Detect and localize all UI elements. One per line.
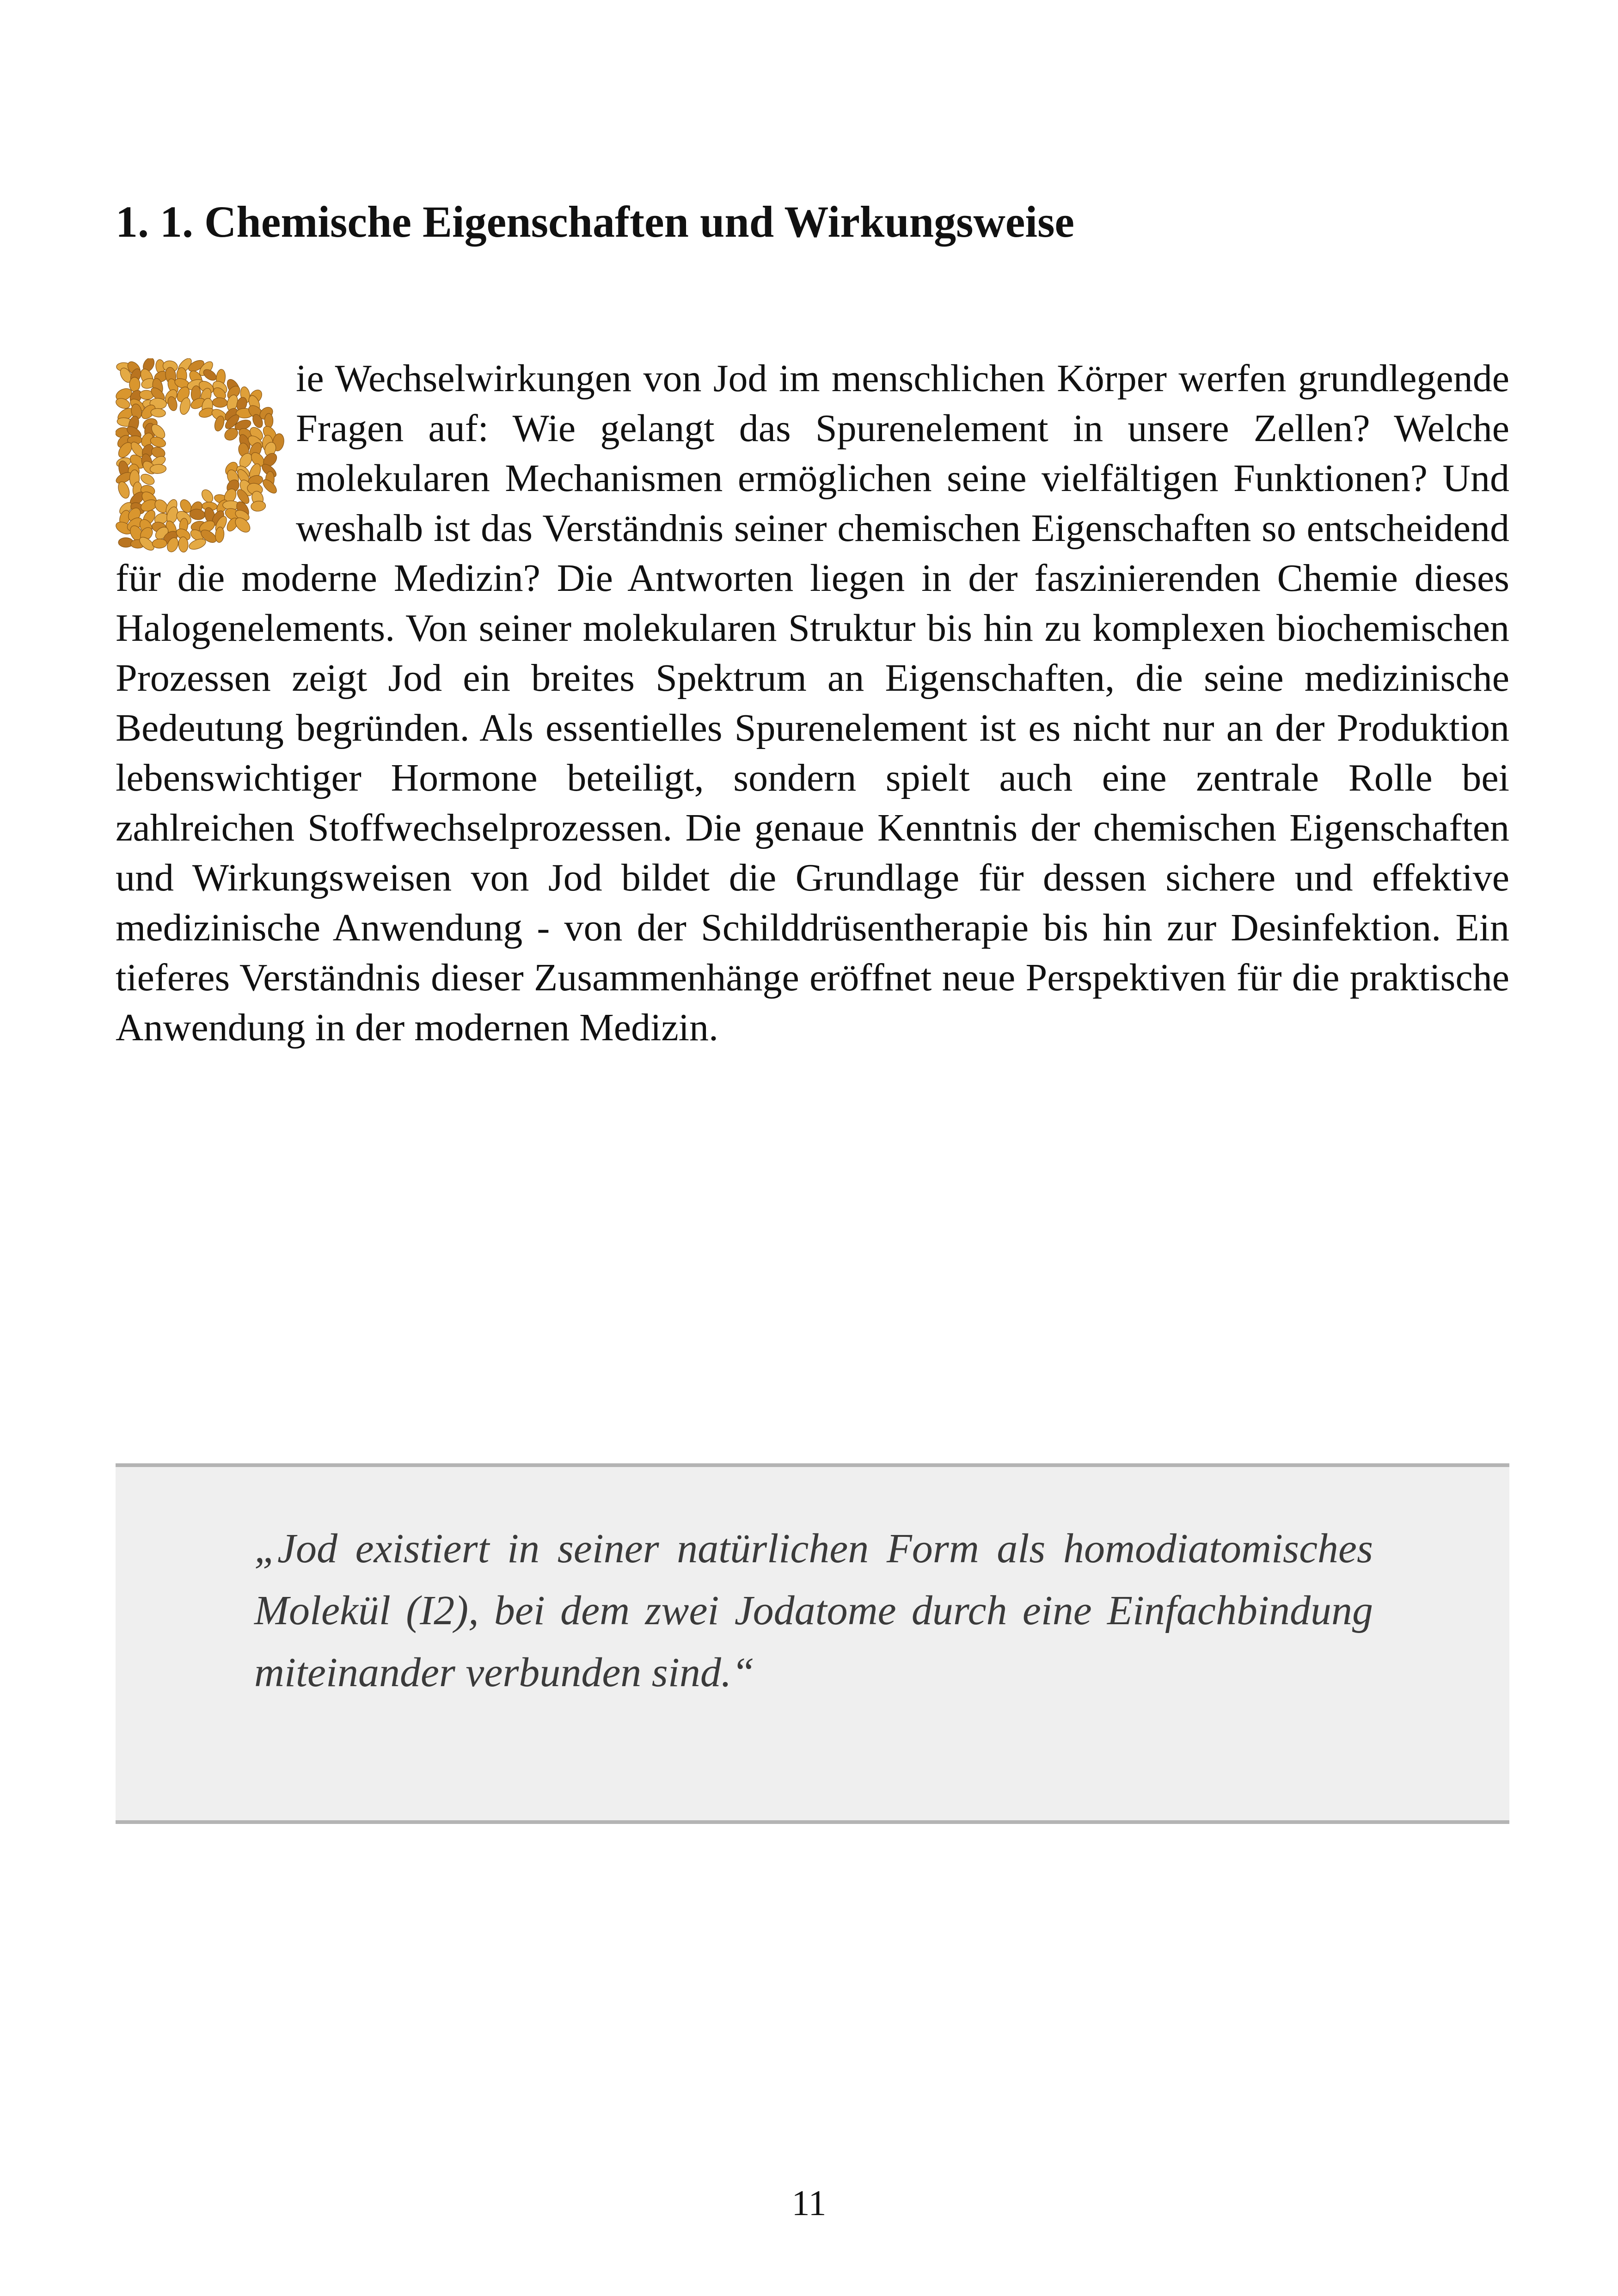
- pull-quote-text: „Jod existiert in seiner natürlichen Form als homodiatomisches Molekül (I2), bei dem zwei Jodatome durch eine Einfachbindung miteinander verbunden sind.“: [254, 1526, 1373, 1695]
- grain-shape: [264, 413, 273, 428]
- grain-shape: [152, 539, 167, 548]
- dropcap-D-made-of-grains-icon: [116, 358, 287, 553]
- body-text: ie Wechselwirkungen von Jod im menschlichen Körper werfen grundlegende Fragen auf: Wie gelangt das Spurenelement in unsere Zellen? Welche molekularen Mechanismen ermöglichen seine vielfältigen Funktionen? Und weshalb ist das Verständnis seiner chemischen Eigenschaften so entscheidend für die moderne Medizin? Die Antworten liegen in der faszinierenden Chemie dieses Halogenelements. Von seiner molekularen Struktur bis hin zu komplexen biochemischen Prozessen zeigt Jod ein breites Spektrum an Eigenschaften, die seine medizinische Bedeutung begründen. Als essentielles Spurenelement ist es nicht nur an der Produktion lebenswichtiger Hormone beteiligt, sondern spielt auch eine zentrale Rolle bei zahlreichen Stoffwechselprozessen. Die genaue Kenntnis der chemischen Eigenschaften und Wirkungsweisen von Jod bildet die Grundlage für dessen sichere und effektive medizinische Anwendung - von der Schilddrüsentherapie bis hin zur Desinfektion. Ein tieferes Verständnis dieser Zusammenhänge eröffnet neue Perspektiven für die praktische Anwendung in der modernen Medizin.: [116, 357, 1509, 1049]
- section-heading: 1. 1. Chemische Eigenschaften und Wirkungsweise: [116, 197, 1075, 246]
- body-paragraph: [116, 354, 1509, 1053]
- grain-shape: [139, 472, 156, 487]
- grain-shape: [150, 408, 165, 417]
- grain-shape: [251, 500, 266, 512]
- grain-shape: [129, 377, 140, 392]
- grain-shape: [212, 397, 227, 407]
- dropcap-graphic: [116, 358, 287, 553]
- pull-quote-box: [116, 1463, 1509, 1824]
- page-number: 11: [791, 2183, 827, 2223]
